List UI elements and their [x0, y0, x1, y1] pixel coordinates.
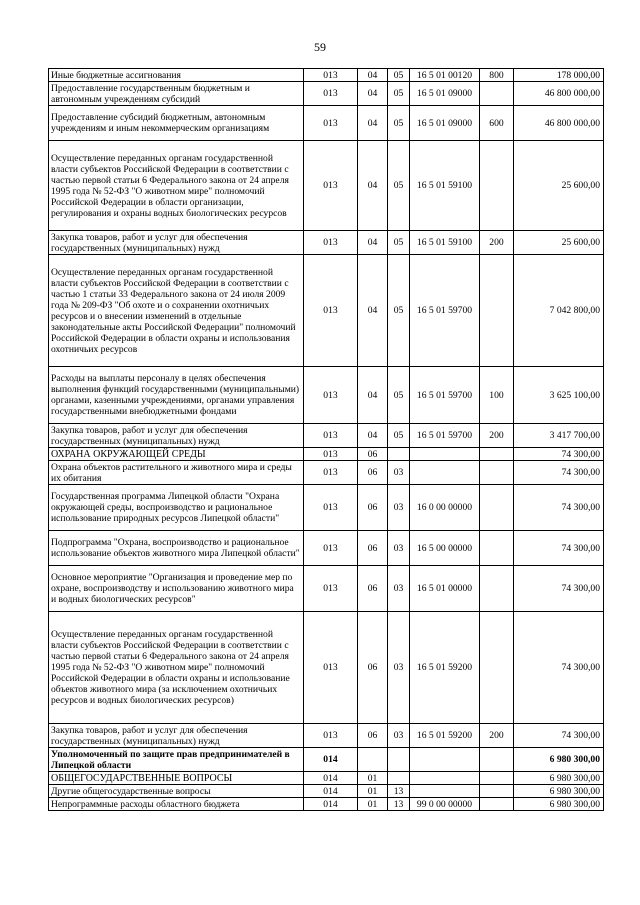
row-amount: 3 625 100,00	[514, 367, 604, 424]
row-target-article: 99 0 00 00000	[410, 798, 480, 811]
row-name: Другие общегосударственные вопросы	[49, 785, 304, 798]
table-row	[49, 485, 604, 531]
table-row	[49, 448, 604, 461]
row-amount: 74 300,00	[514, 724, 604, 748]
row-ved-code: 013	[304, 724, 358, 748]
row-ved-code: 014	[304, 798, 358, 811]
row-subsection-code: 03	[388, 461, 410, 485]
row-target-article: 16 5 01 09000	[410, 82, 480, 106]
row-section-code: 06	[358, 448, 388, 461]
table-row	[49, 69, 604, 82]
row-subsection-code: 03	[388, 612, 410, 724]
row-amount: 25 600,00	[514, 141, 604, 231]
table-row	[49, 785, 604, 798]
row-name: ОБЩЕГОСУДАРСТВЕННЫЕ ВОПРОСЫ	[49, 772, 304, 785]
row-ved-code: 013	[304, 448, 358, 461]
table-row	[49, 424, 604, 448]
row-ved-code: 013	[304, 531, 358, 566]
row-subsection-code: 03	[388, 566, 410, 612]
row-name: Государственная программа Липецкой области "Охрана окружающей среды, воспроизводство и рациональное использование природных ресурсов Липецкой области"	[49, 485, 304, 531]
row-ved-code: 013	[304, 485, 358, 531]
row-section-code: 04	[358, 82, 388, 106]
row-name: Иные бюджетные ассигнования	[49, 69, 304, 82]
row-amount: 74 300,00	[514, 461, 604, 485]
row-expense-type	[480, 612, 514, 724]
table-row	[49, 461, 604, 485]
row-amount: 74 300,00	[514, 531, 604, 566]
row-amount: 74 300,00	[514, 485, 604, 531]
row-name: Уполномоченный по защите прав предпринимателей в Липецкой области	[49, 748, 304, 772]
row-ved-code: 013	[304, 231, 358, 255]
row-section-code: 06	[358, 461, 388, 485]
row-amount: 6 980 300,00	[514, 785, 604, 798]
row-subsection-code: 05	[388, 141, 410, 231]
row-section-code: 04	[358, 255, 388, 367]
row-expense-type: 800	[480, 69, 514, 82]
row-amount: 6 980 300,00	[514, 772, 604, 785]
row-target-article: 16 5 01 00120	[410, 69, 480, 82]
row-subsection-code: 13	[388, 785, 410, 798]
row-subsection-code: 05	[388, 82, 410, 106]
row-subsection-code	[388, 772, 410, 785]
row-amount: 46 800 000,00	[514, 82, 604, 106]
row-subsection-code: 03	[388, 485, 410, 531]
table-row	[49, 531, 604, 566]
row-target-article: 16 5 01 09000	[410, 106, 480, 141]
row-target-article: 16 5 01 59100	[410, 231, 480, 255]
row-target-article: 16 0 00 00000	[410, 485, 480, 531]
row-expense-type	[480, 448, 514, 461]
row-target-article	[410, 748, 480, 772]
row-ved-code: 013	[304, 612, 358, 724]
row-expense-type	[480, 82, 514, 106]
budget-table-body	[49, 69, 604, 811]
row-ved-code: 014	[304, 748, 358, 772]
row-subsection-code: 05	[388, 255, 410, 367]
row-name: Расходы на выплаты персоналу в целях обеспечения выполнения функций государственными (муниципальными) органами, казенными учреждениями, органами управления государственными внебюджетными фондами	[49, 367, 304, 424]
row-section-code: 01	[358, 798, 388, 811]
row-subsection-code: 03	[388, 724, 410, 748]
row-ved-code: 013	[304, 424, 358, 448]
table-row	[49, 772, 604, 785]
row-ved-code: 013	[304, 367, 358, 424]
row-section-code: 01	[358, 785, 388, 798]
row-target-article: 16 5 01 59700	[410, 255, 480, 367]
row-subsection-code	[388, 748, 410, 772]
row-amount: 7 042 800,00	[514, 255, 604, 367]
table-row	[49, 255, 604, 367]
table-row	[49, 106, 604, 141]
row-expense-type	[480, 485, 514, 531]
row-subsection-code	[388, 448, 410, 461]
row-target-article: 16 5 01 59700	[410, 424, 480, 448]
row-name: Основное мероприятие "Организация и проведение мер по охране, воспроизводству и использованию животного мира и водных биологических ресурсов"	[49, 566, 304, 612]
row-name: Закупка товаров, работ и услуг для обеспечения государственных (муниципальных) нужд	[49, 724, 304, 748]
row-expense-type	[480, 255, 514, 367]
row-amount: 74 300,00	[514, 612, 604, 724]
row-expense-type	[480, 531, 514, 566]
row-amount: 6 980 300,00	[514, 748, 604, 772]
row-name: Охрана объектов растительного и животного мира и среды их обитания	[49, 461, 304, 485]
row-expense-type	[480, 461, 514, 485]
row-amount: 6 980 300,00	[514, 798, 604, 811]
table-row	[49, 367, 604, 424]
row-expense-type	[480, 141, 514, 231]
row-target-article	[410, 461, 480, 485]
row-section-code: 06	[358, 531, 388, 566]
row-expense-type	[480, 566, 514, 612]
row-amount: 74 300,00	[514, 448, 604, 461]
table-row	[49, 612, 604, 724]
row-ved-code: 013	[304, 106, 358, 141]
table-row	[49, 141, 604, 231]
row-target-article	[410, 772, 480, 785]
row-amount: 46 800 000,00	[514, 106, 604, 141]
row-expense-type	[480, 798, 514, 811]
row-expense-type: 200	[480, 231, 514, 255]
row-ved-code: 013	[304, 141, 358, 231]
row-section-code: 04	[358, 106, 388, 141]
budget-table	[48, 68, 604, 811]
row-target-article: 16 5 01 59200	[410, 724, 480, 748]
table-row	[49, 231, 604, 255]
row-subsection-code: 13	[388, 798, 410, 811]
row-expense-type: 200	[480, 724, 514, 748]
row-expense-type: 100	[480, 367, 514, 424]
row-name: ОХРАНА ОКРУЖАЮЩЕЙ СРЕДЫ	[49, 448, 304, 461]
row-section-code: 06	[358, 612, 388, 724]
row-name: Предоставление субсидий бюджетным, автономным учреждениям и иным некоммерческим организациям	[49, 106, 304, 141]
row-target-article	[410, 448, 480, 461]
row-section-code: 04	[358, 141, 388, 231]
row-expense-type: 600	[480, 106, 514, 141]
row-section-code	[358, 748, 388, 772]
row-expense-type	[480, 785, 514, 798]
row-subsection-code: 05	[388, 231, 410, 255]
row-name: Предоставление государственным бюджетным и автономным учреждениям субсидий	[49, 82, 304, 106]
row-name: Осуществление переданных органам государственной власти субъектов Российской Федерации в соответствии с частью 1 статьи 33 Федерального закона от 24 июля 2009 года № 209-ФЗ "Об охоте и о сохранении охотничьих ресурсов и о внесении изменений в отдельные законодательные акты Российской Федерации" полномочий Российской Федерации в области охраны и использования охотничьих ресурсов	[49, 255, 304, 367]
row-name: Осуществление переданных органам государственной власти субъектов Российской Федерации в соответствии с частью первой статьи 6 Федерального закона от 24 апреля 1995 года № 52-ФЗ "О животном мире" полномочий Российской Федерации в области организации, регулирования и охраны водных биологических ресурсов	[49, 141, 304, 231]
row-amount: 74 300,00	[514, 566, 604, 612]
row-amount: 3 417 700,00	[514, 424, 604, 448]
row-amount: 25 600,00	[514, 231, 604, 255]
row-section-code: 04	[358, 231, 388, 255]
row-expense-type: 200	[480, 424, 514, 448]
row-ved-code: 013	[304, 461, 358, 485]
row-expense-type	[480, 772, 514, 785]
row-expense-type	[480, 748, 514, 772]
row-section-code: 06	[358, 566, 388, 612]
row-ved-code: 013	[304, 82, 358, 106]
row-name: Закупка товаров, работ и услуг для обеспечения государственных (муниципальных) нужд	[49, 231, 304, 255]
row-subsection-code: 05	[388, 69, 410, 82]
row-subsection-code: 03	[388, 531, 410, 566]
row-name: Непрограммные расходы областного бюджета	[49, 798, 304, 811]
row-name: Подпрограмма "Охрана, воспроизводство и рациональное использование объектов животного мира Липецкой области"	[49, 531, 304, 566]
table-row	[49, 82, 604, 106]
row-target-article	[410, 785, 480, 798]
row-subsection-code: 05	[388, 424, 410, 448]
page-number: 59	[314, 40, 326, 54]
table-row	[49, 798, 604, 811]
row-name: Осуществление переданных органам государственной власти субъектов Российской Федерации в соответствии с частью первой статьи 6 Федерального закона от 24 апреля 1995 года № 52-ФЗ "О животном мире" полномочий Российской Федерации в области охраны и использование объектов животного мира (за исключением охотничьих ресурсов и водных биологических ресурсов)	[49, 612, 304, 724]
row-ved-code: 013	[304, 69, 358, 82]
row-section-code: 04	[358, 367, 388, 424]
table-row	[49, 748, 604, 772]
row-amount: 178 000,00	[514, 69, 604, 82]
row-ved-code: 014	[304, 772, 358, 785]
row-subsection-code: 05	[388, 106, 410, 141]
table-row	[49, 566, 604, 612]
row-target-article: 16 5 01 59700	[410, 367, 480, 424]
table-row	[49, 724, 604, 748]
row-section-code: 01	[358, 772, 388, 785]
row-section-code: 06	[358, 724, 388, 748]
row-target-article: 16 5 01 59200	[410, 612, 480, 724]
row-section-code: 04	[358, 424, 388, 448]
row-section-code: 04	[358, 69, 388, 82]
row-target-article: 16 5 01 00000	[410, 566, 480, 612]
row-subsection-code: 05	[388, 367, 410, 424]
row-ved-code: 013	[304, 566, 358, 612]
row-target-article: 16 5 00 00000	[410, 531, 480, 566]
row-ved-code: 013	[304, 255, 358, 367]
row-name: Закупка товаров, работ и услуг для обеспечения государственных (муниципальных) нужд	[49, 424, 304, 448]
row-section-code: 06	[358, 485, 388, 531]
row-ved-code: 014	[304, 785, 358, 798]
row-target-article: 16 5 01 59100	[410, 141, 480, 231]
